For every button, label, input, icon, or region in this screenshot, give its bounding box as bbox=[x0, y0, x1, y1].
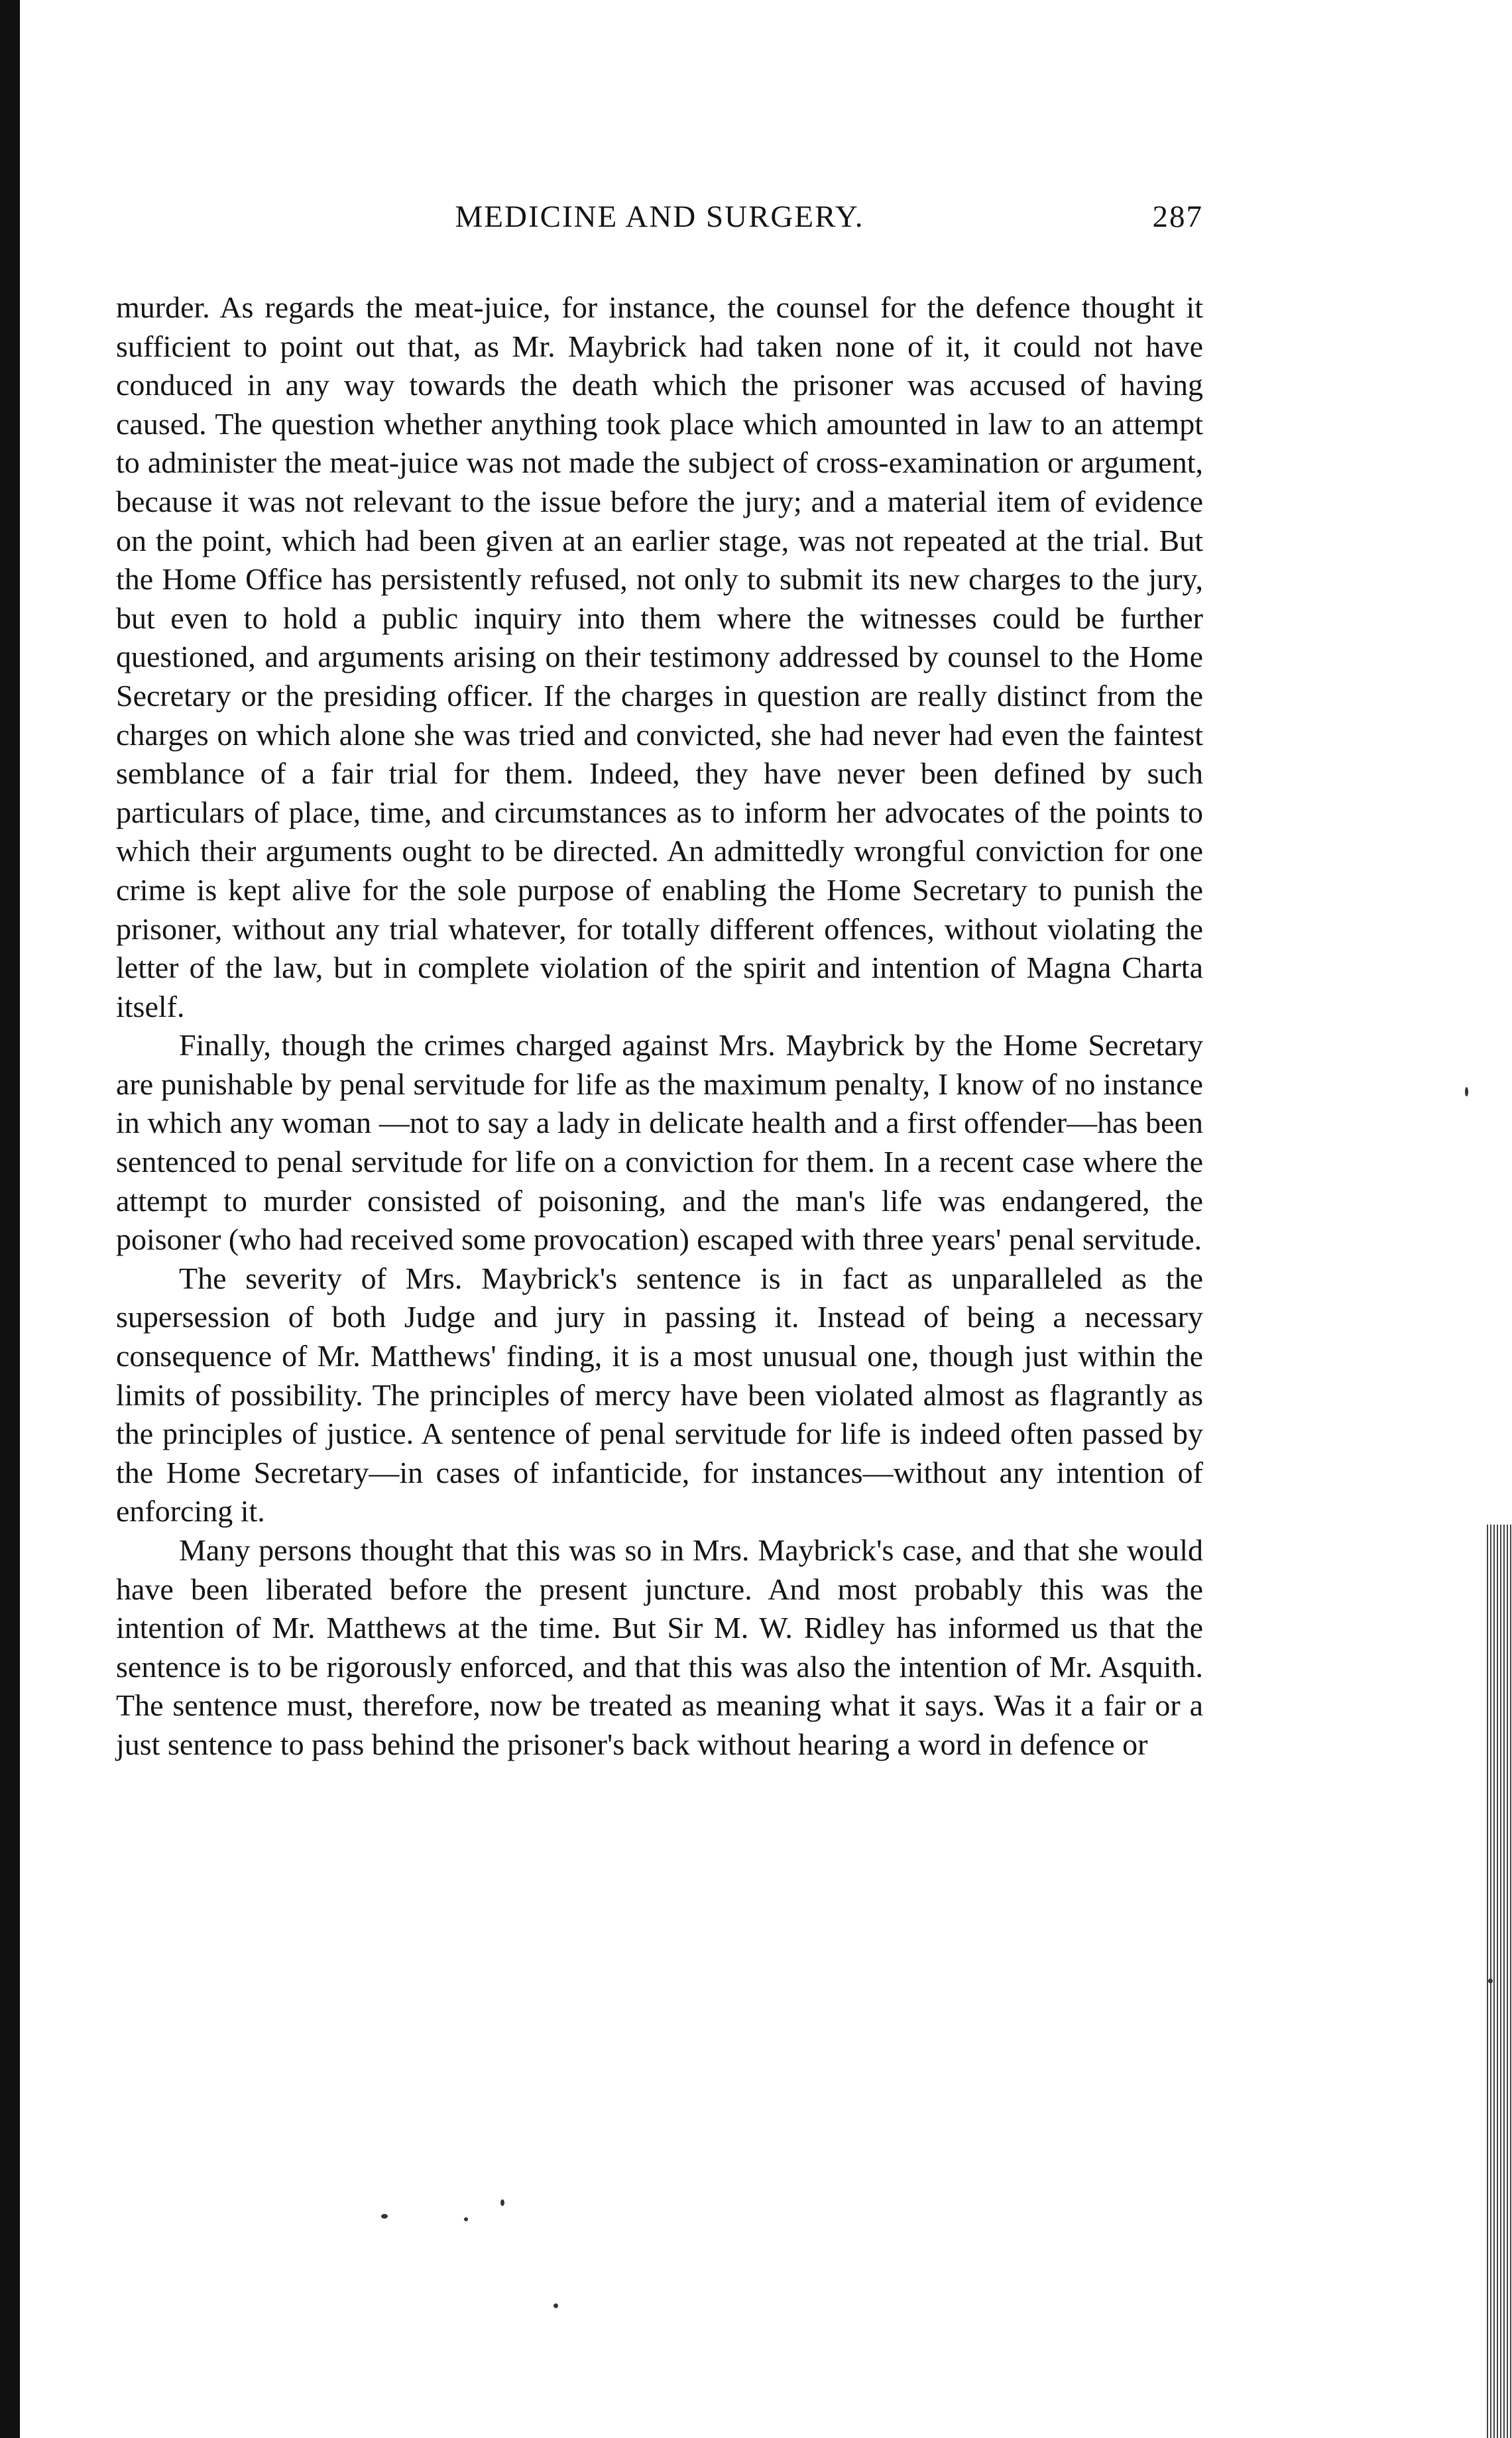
book-page bbox=[116, 199, 1203, 1765]
running-head bbox=[116, 199, 1203, 245]
scan-speck bbox=[1465, 1087, 1468, 1096]
scan-speck bbox=[381, 2214, 388, 2219]
scan-speck bbox=[500, 2199, 504, 2206]
body-text bbox=[116, 288, 1203, 1765]
paragraph: Finally, though the crimes charged against Mrs. Maybrick by the Home Secretary are punishable by penal servitude for life as the maximum penalty, I know of no instance in which any woman —not to say a lady in delicate health and a first offender—has been sentenced to penal servitude for life on a conviction for them. In a recent case where the attempt to murder consisted of poisoning, and the man's life was endangered, the poisoner (who had received some provocation) escaped with three years' penal servitude. bbox=[116, 1028, 1203, 1257]
scan-speck bbox=[553, 2303, 558, 2308]
paragraph: The severity of Mrs. Maybrick's sentence is in fact as unparalleled as the supersession of both Judge and jury in passing it. Instead of being a necessary consequence of Mr. Matthews' finding, it is a most unusual one, though just within the limits of possibility. The principles of mercy have been violated almost as flagrantly as the principles of justice. A sentence of penal servitude for life is indeed often passed by the Home Secretary—in cases of infanticide, for instances—without any intention of enforcing it. bbox=[116, 1261, 1203, 1529]
scan-speck bbox=[1488, 1979, 1493, 1983]
scan-speck bbox=[464, 2217, 468, 2221]
paragraph-continued: murder. As regards the meat-juice, for instance, the counsel for the defence thought it sufficient to point out that, as Mr. Maybrick had taken none of it, it could not have conduced in any way towards the death which the prisoner was accused of having caused. The question whether anything took place which amounted in law to an attempt to administer the meat-juice was not made the subject of cross-examination or argument, because it was not relevant to the issue before the jury; and a material item of evidence on the point, which had been given at an earlier stage, was not repeated at the trial. But the Home Office has persistently refused, not only to submit its new charges to the jury, but even to hold a public inquiry into them where the witnesses could be further questioned, and arguments arising on their testimony addressed by counsel to the Home Secretary or the presiding officer. If the charges in question are really distinct from the charges on which alone she was tried and convicted, she had never had even the faintest semblance of a fair trial for them. Indeed, they have never been defined by such particulars of place, time, and circumstances as to inform her advocates of the points to which their arguments ought to be directed. An admittedly wrongful conviction for one crime is kept alive for the sole purpose of enabling the Home Secretary to punish the prisoner, without any trial whatever, for totally different offences, without violating the letter of the law, but in complete violation of the spirit and intention of Magna Charta itself. bbox=[116, 290, 1203, 1023]
paragraph: Many persons thought that this was so in Mrs. Maybrick's case, and that she would have been liberated before the present juncture. And most probably this was the intention of Mr. Matthews at the time. But Sir M. W. Ridley has informed us that the sentence is to be rigorously enforced, and that this was also the intention of Mr. Asquith. The sentence must, therefore, now be treated as meaning what it says. Was it a fair or a just sentence to pass behind the prisoner's back without hearing a word in defence or bbox=[116, 1533, 1203, 1761]
scan-left-border bbox=[0, 0, 20, 2438]
page-number: 287 bbox=[1152, 200, 1203, 234]
running-title: MEDICINE AND SURGERY. bbox=[455, 200, 864, 234]
